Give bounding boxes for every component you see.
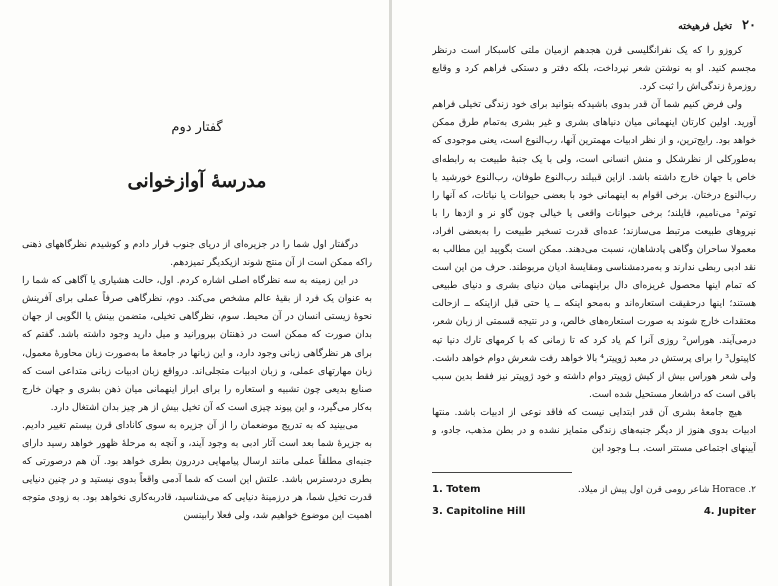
paragraph: می‌بینید که به تدریج موضعمان را از آن جزیره به سوی کانادای قرن بیستم تغییر دادیم. به جزیرهٔ شما بعد است آثار ادبی به وجود آیند، و آنچه به مرحلهٔ ظهور خواهد رسید دارای جنبه‌ای مطلقاً عملی مانند ارسال پیامهایی دردرون بطری خواهد بود. آن هم درصورتی که بطری دردسترس باشد. علتش این است که شما آدمی واقعاً بدوی نیستید و در چنین دنیایی قدرت تخیل شما، هر درزمینهٔ دنیایی که می‌شناسید، قادربه‌کاری نخواهد بود. به زودی متوجه اهمیت این موضوع خواهیم شد، ولی فعلا رابینسن (22, 419, 372, 522)
page-number: ۲۰ (742, 18, 756, 33)
footnote-row (432, 501, 756, 523)
footnote-2: ۲. Horace شاعر رومی قرن اول پیش از میلاد. (577, 485, 756, 495)
footnote-1: 1. Totem (432, 484, 481, 495)
paragraph: درگفتار اول شما را در جزیره‌ای از دریای جنوب قرار دادم و کوشیدم نظرگاههای ذهنی راکه ممکن است از آن منتج شوند ازیکدیگر تمیزدهم. (22, 239, 372, 269)
paragraph: در این زمینه به سه نظرگاه اصلی اشاره کردم. اول، حالت هشیاری یا آگاهی که شما را به عنوان یک فرد از بقیهٔ عالم مشخص می‌کند. دوم، نظرگاهی صرفاً عملی برای آفرینش نحوهٔ زیستی انسان در آن محیط. سوم، نظرگاهی تخیلی، متضمن بینش یا الگویی از جهان بدان صورت که ممکن است در ذهنتان بپرورانید و میل دارید وجود داشته باشد. گفتم که برای هر نظرگاهی زبانی وجود دارد، و این زبانها در جامعهٔ ما به‌صورت زبان محاورهٔ معمول، زبان مهارتهای عملی، و زبان ادبیات متجلی‌اند. درواقع زبان ادبیات زبانی متداعی است که صنایع بدیعی چون تشبیه و استعاره را برای ابراز اینهمانی میان ذهن بشری و جهان خارج به‌کار می‌گیرد، و این پیوند چیزی است که آن تخیل بیش از هر چیز بدان اشتغال دارد. (22, 275, 372, 413)
paragraph: ولی فرض کنیم شما آن قدر بدوی باشیدکه بتوانید برای خود زندگی تخیلی فراهم آورید. اولین کارتان اینهمانی میان دنیاهای بشری و غیر بشری به‌تمام طرق ممکن خواهد بود. رایج‌ترین، و از نظر ادبیات مهمترین آنها، رب‌النوع است، یعنی موجودی که به‌طورکلی از نظرشکل و منش انسانی است، ولی با یک جنبهٔ طبیعت به رابطه‌ای خاص با جهان خارج داشته باشد. ازاین قبیلند رب‌النوع طوفان، رب‌النوع خورشید یا رب‌النوع درختان. برخی اقوام به اینهمانی خود با بعضی حیوانات یا نباتات، که آنها را توتم¹ می‌نامیم، قایلند؛ برخی حیوانات واقعی یا خیالی چون گاو نر و اژدها را با نیروهای طبیعت مرتبط می‌سازند؛ عده‌ای قدرت تسخیر طبیعت را به‌بعضی افراد، معمولا ساحران وگاهی پادشاهان، نسبت می‌دهند. ممکن است بگویید این مطالب به نقد ادبی ربطی ندارند و به‌مردمشناسی ومقایسهٔ ادیان مربوطند. حرف من این است که تمام اینها محصول غریزه‌ای دال براینهمانی میان دنیای بشری و دنیای طبیعی هستند؛ اینها درحقیقت استعاره‌اند و به‌محو اینکه ــ یا حتی قبل ازاینکه ــ ازحالت معتقدات خارج شوند به صورت استعاره‌های خالص، و در نتیجه قسمتی از زبان شعر، درمی‌آیند. هوراس² روزی آنرا کم یاد کرد که تا زمانی که با کرمهای تارك دنیا تپه کاپیتول³ را برای پرستش در معبد ژوپیتر⁴ بالا خواهد رفت شعرش دوام خواهد داشت. ولی شعر هوراس بیش از کیش ژوپیتر دوام داشته و خود ژوپیتر نیز فقط بدین سبب باقی است که دراشعار مستحیل شده است. (432, 99, 756, 400)
left-body-text (22, 236, 372, 566)
paragraph: هیچ جامعهٔ بشری آن قدر ابتدایی نیست که فاقد نوعی از ادبیات باشد. منتها ادبیات بدوی هنوز از دیگر جنبه‌های زندگی متمایز نشده و در بطن مذهب، جادو، و آیینهای اجتماعی مستتر است. بــا وجود این (432, 406, 756, 455)
right-body-text (432, 42, 756, 462)
chapter-label: گفتار دوم (171, 120, 223, 135)
running-head (432, 18, 756, 42)
footnote-row (432, 479, 756, 501)
right-page (392, 0, 778, 586)
footnote-3: 3. Capitoline Hill (432, 506, 526, 517)
running-title: تخیل فرهیخته (678, 21, 733, 32)
footnote-divider (432, 472, 572, 473)
footnote-4: 4. Jupiter (703, 506, 756, 517)
chapter-title: مدرسهٔ آوازخوانی (127, 170, 267, 192)
footnotes (432, 479, 756, 523)
paragraph: کروزو را که یک نفرانگلیسی قرن هجدهم ازمیان ملتی کاسبکار است درنظر مجسم کنید. او به نوشتن شعر نپرداخت، بلکه دفتر و دستکی فراهم کرد و وقایع روزمرهٔ زندگی‌اش را ثبت کرد. (432, 45, 756, 93)
